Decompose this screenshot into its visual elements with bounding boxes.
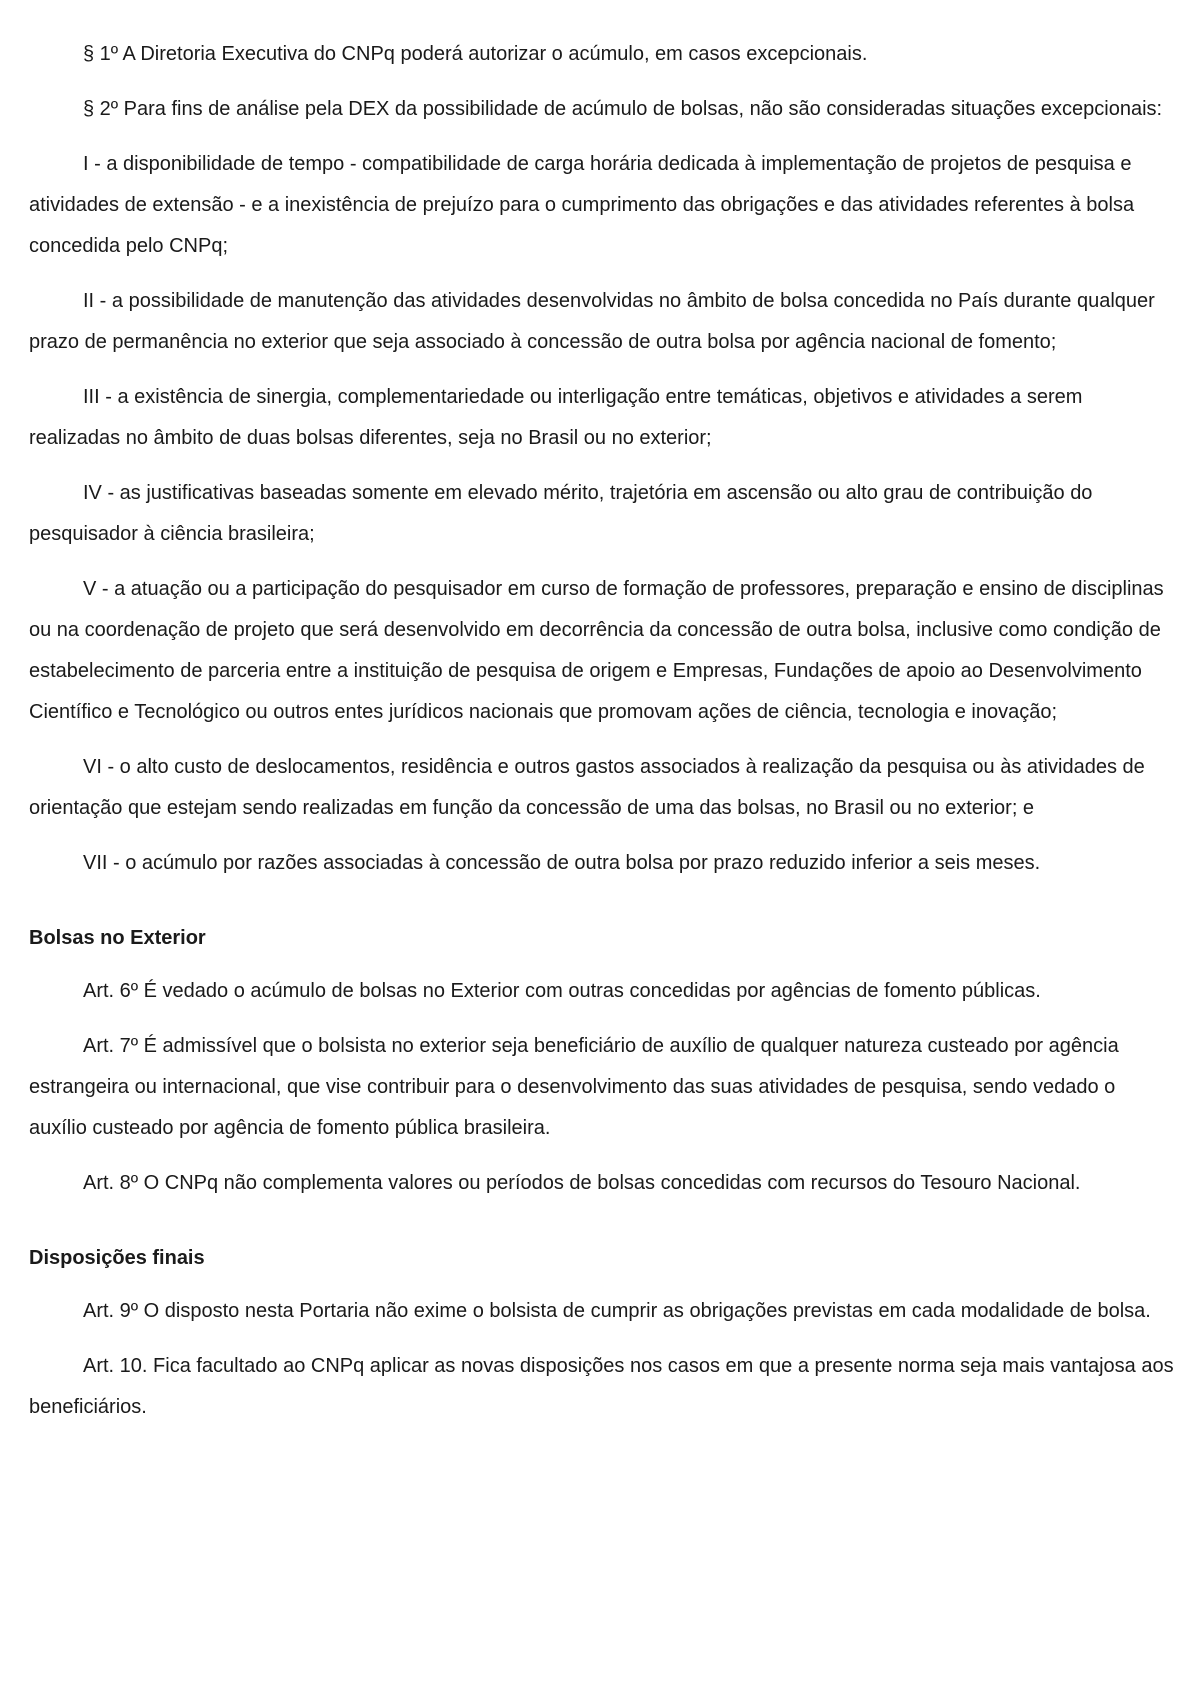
heading-disposicoes-finais: Disposições finais bbox=[29, 1247, 205, 1269]
paragraph-item-v: V - a atuação ou a participação do pesquisador em curso de formação de professores, preparação e ensino de disciplinas ou na coordenação de projeto que será desenvolvido em decorrência da concessão de outra bolsa, inclusive como condição de estabelecimento de parceria entre a instituição de pesquisa de origem e Empresas, Fundações de apoio ao Desenvolvimento Científico e Tecnológico ou outros entes jurídicos nacionais que promovam ações de ciência, tecnologia e inovação; bbox=[29, 578, 1164, 723]
heading-bolsas-no-exterior: Bolsas no Exterior bbox=[29, 927, 206, 949]
paragraph-item-iv: IV - as justificativas baseadas somente em elevado mérito, trajetória em ascensão ou alto grau de contribuição do pesquisador à ciência brasileira; bbox=[29, 482, 1093, 545]
paragraph-item-i: I - a disponibilidade de tempo - compatibilidade de carga horária dedicada à implementação de projetos de pesquisa e atividades de extensão - e a inexistência de prejuízo para o cumprimento das obrigações e das atividades referentes à bolsa concedida pelo CNPq; bbox=[29, 153, 1135, 257]
paragraph-item-ii: II - a possibilidade de manutenção das atividades desenvolvidas no âmbito de bolsa concedida no País durante qualquer prazo de permanência no exterior que seja associado à concessão de outra bolsa por agência nacional de fomento; bbox=[29, 290, 1155, 353]
paragraph-item-vi: VI - o alto custo de deslocamentos, residência e outros gastos associados à realização da pesquisa ou às atividades de orientação que estejam sendo realizadas em função da concessão de uma das bolsas, no Brasil ou no exterior; e bbox=[29, 756, 1145, 819]
paragraph-art-6: Art. 6º É vedado o acúmulo de bolsas no Exterior com outras concedidas por agências de fomento públicas. bbox=[83, 980, 1041, 1002]
paragraph-art-7: Art. 7º É admissível que o bolsista no exterior seja beneficiário de auxílio de qualquer natureza custeado por agência estrangeira ou internacional, que vise contribuir para o desenvolvimento das suas atividades de pesquisa, sendo vedado o auxílio custeado por agência de fomento pública brasileira. bbox=[29, 1035, 1119, 1139]
paragraph-art-10: Art. 10. Fica facultado ao CNPq aplicar as novas disposições nos casos em que a presente norma seja mais vantajosa aos beneficiários. bbox=[29, 1355, 1174, 1418]
paragraph-section-1: § 1º A Diretoria Executiva do CNPq poderá autorizar o acúmulo, em casos excepcionais. bbox=[83, 43, 868, 65]
paragraph-section-2: § 2º Para fins de análise pela DEX da possibilidade de acúmulo de bolsas, não são consideradas situações excepcionais: bbox=[83, 98, 1163, 120]
paragraph-item-vii: VII - o acúmulo por razões associadas à concessão de outra bolsa por prazo reduzido inferior a seis meses. bbox=[83, 852, 1041, 874]
paragraph-item-iii: III - a existência de sinergia, complementariedade ou interligação entre temáticas, objetivos e atividades a serem realizadas no âmbito de duas bolsas diferentes, seja no Brasil ou no exterior; bbox=[29, 386, 1083, 449]
paragraph-art-8: Art. 8º O CNPq não complementa valores ou períodos de bolsas concedidas com recursos do Tesouro Nacional. bbox=[83, 1172, 1081, 1194]
paragraph-art-9: Art. 9º O disposto nesta Portaria não exime o bolsista de cumprir as obrigações previstas em cada modalidade de bolsa. bbox=[83, 1300, 1151, 1322]
